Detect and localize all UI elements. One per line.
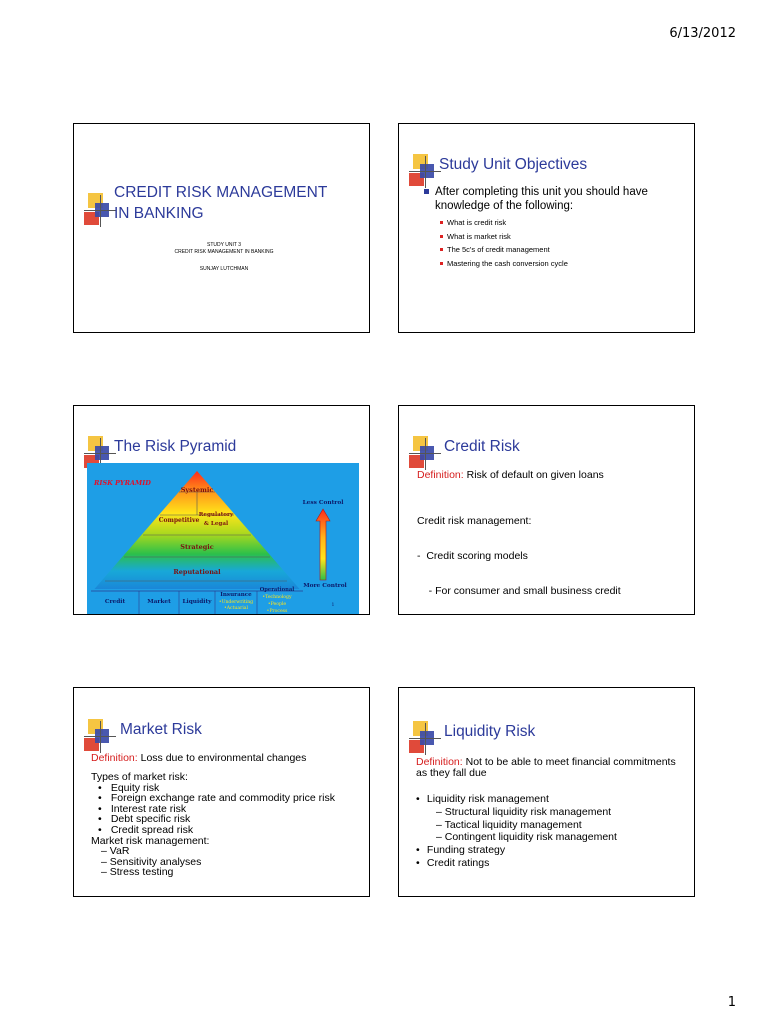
definition: Definition: Loss due to environmental changes	[91, 752, 307, 764]
list-item: – Contingent liquidity risk management	[436, 831, 617, 844]
list-item: – Structural liquidity risk management	[436, 805, 612, 818]
list-item: • Credit spread risk	[98, 823, 194, 836]
square-bullet-icon	[424, 189, 429, 194]
pyramid-label: RISK PYRAMID	[94, 479, 151, 487]
less-control-label: Less Control	[302, 500, 344, 506]
list-item: – Sensitivity analyses	[101, 855, 202, 868]
svg-text:•Process: •Process	[266, 609, 288, 614]
list-item: – VaR	[101, 845, 130, 858]
objectives-list	[423, 216, 688, 270]
slide-liquidity-risk	[398, 687, 695, 897]
objectives-intro: After completing this unit you should have knowledge of the following:	[423, 185, 688, 213]
slide-credit-risk	[398, 405, 695, 615]
slide-heading: Credit Risk	[444, 438, 520, 455]
pyramid-insurance: Insurance	[220, 592, 252, 598]
slide-objectives	[398, 123, 695, 333]
slide-title-text: CREDIT RISK MANAGEMENT IN BANKING	[114, 184, 328, 222]
objectives-body	[423, 185, 688, 270]
slide-risk-pyramid	[73, 405, 370, 615]
pyramid-systemic: Systemic	[180, 486, 214, 494]
bullet-icon	[440, 262, 443, 265]
definition: Definition: Risk of default on given loans	[417, 469, 604, 481]
pyramid-competitive: Competitive	[158, 517, 200, 524]
slide-heading: Market Risk	[120, 721, 202, 738]
pyramid-reputational: Reputational	[173, 568, 221, 576]
list-item: - Credit scoring models	[417, 549, 528, 562]
author-name: SUNJAY LUTCHMAN	[199, 266, 249, 272]
list-item: Credit risk management:	[417, 514, 532, 527]
list-item: • Funding strategy	[416, 844, 506, 857]
svg-text:•Underwriting: •Underwriting	[218, 600, 254, 605]
bullet-icon	[440, 248, 443, 251]
pyramid-regulatory: Regulatory	[198, 512, 234, 518]
bullet-icon	[440, 235, 443, 238]
pyramid-strategic: Strategic	[180, 543, 214, 551]
svg-text:•People: •People	[267, 602, 287, 607]
slide-heading: Study Unit Objectives	[439, 156, 588, 173]
list-item: The 5c's of credit management	[447, 243, 688, 257]
slide-logo-icon	[84, 719, 116, 753]
slide-logo-icon	[409, 436, 441, 470]
slide-title	[73, 123, 370, 333]
list-item: • Liquidity risk management	[416, 793, 549, 805]
page-number: 1	[727, 995, 736, 1010]
list-item: What is market risk	[447, 230, 688, 244]
list-item: • Equity risk	[98, 781, 160, 794]
list-item: What is credit risk	[447, 216, 688, 230]
list-item: • Credit ratings	[416, 856, 490, 869]
slide-market-risk	[73, 687, 370, 897]
pyramid-credit: Credit	[104, 599, 126, 605]
svg-text:1: 1	[331, 603, 335, 608]
svg-text:•Actuarial: •Actuarial	[223, 606, 249, 611]
list-item: – Tactical liquidity management	[436, 818, 582, 831]
pyramid-legal: & Legal	[203, 521, 229, 527]
print-date: 6/13/2012	[669, 26, 736, 41]
list-item: • Foreign exchange rate and commodity price risk	[98, 792, 335, 805]
slide-logo-icon	[84, 193, 116, 227]
slide-logo-icon	[409, 721, 441, 755]
slide-subtitles: STUDY UNIT 3 CREDIT RISK MANAGEMENT IN BANKING SUNJAY LUTCHMAN	[134, 242, 314, 273]
bullet-icon	[440, 221, 443, 224]
slide-heading: Liquidity Risk	[444, 723, 536, 740]
list-item: Mastering the cash conversion cycle	[447, 257, 688, 271]
slide-heading: The Risk Pyramid	[114, 438, 237, 455]
list-item: - For consumer and small business credit	[417, 585, 621, 598]
list-item: • Debt specific risk	[98, 813, 191, 826]
pyramid-market: Market	[147, 599, 171, 605]
list-item: • Interest rate risk	[98, 802, 187, 815]
pyramid-operational: Operational	[259, 587, 295, 593]
pyramid-liquidity: Liquidity	[182, 599, 212, 605]
more-control-label: More Control	[303, 583, 347, 589]
risk-pyramid-diagram	[87, 463, 359, 614]
market-risk-list: Types of market risk: • Equity risk • Foreign exchange rate and commodity price risk • Interest rate risk • Debt specific risk • Credit spread risk Market risk management: – VaR – Sensitivity analyses – Stress testing	[91, 771, 335, 879]
liquidity-risk-list	[416, 793, 617, 870]
definition: Definition: Not to be able to meet financial commitments as they fall due	[416, 756, 676, 779]
slide-logo-icon	[409, 154, 441, 188]
list-item: – Stress testing	[101, 866, 174, 879]
svg-text:•Technology: •Technology	[262, 595, 292, 600]
credit-risk-list	[417, 492, 621, 615]
